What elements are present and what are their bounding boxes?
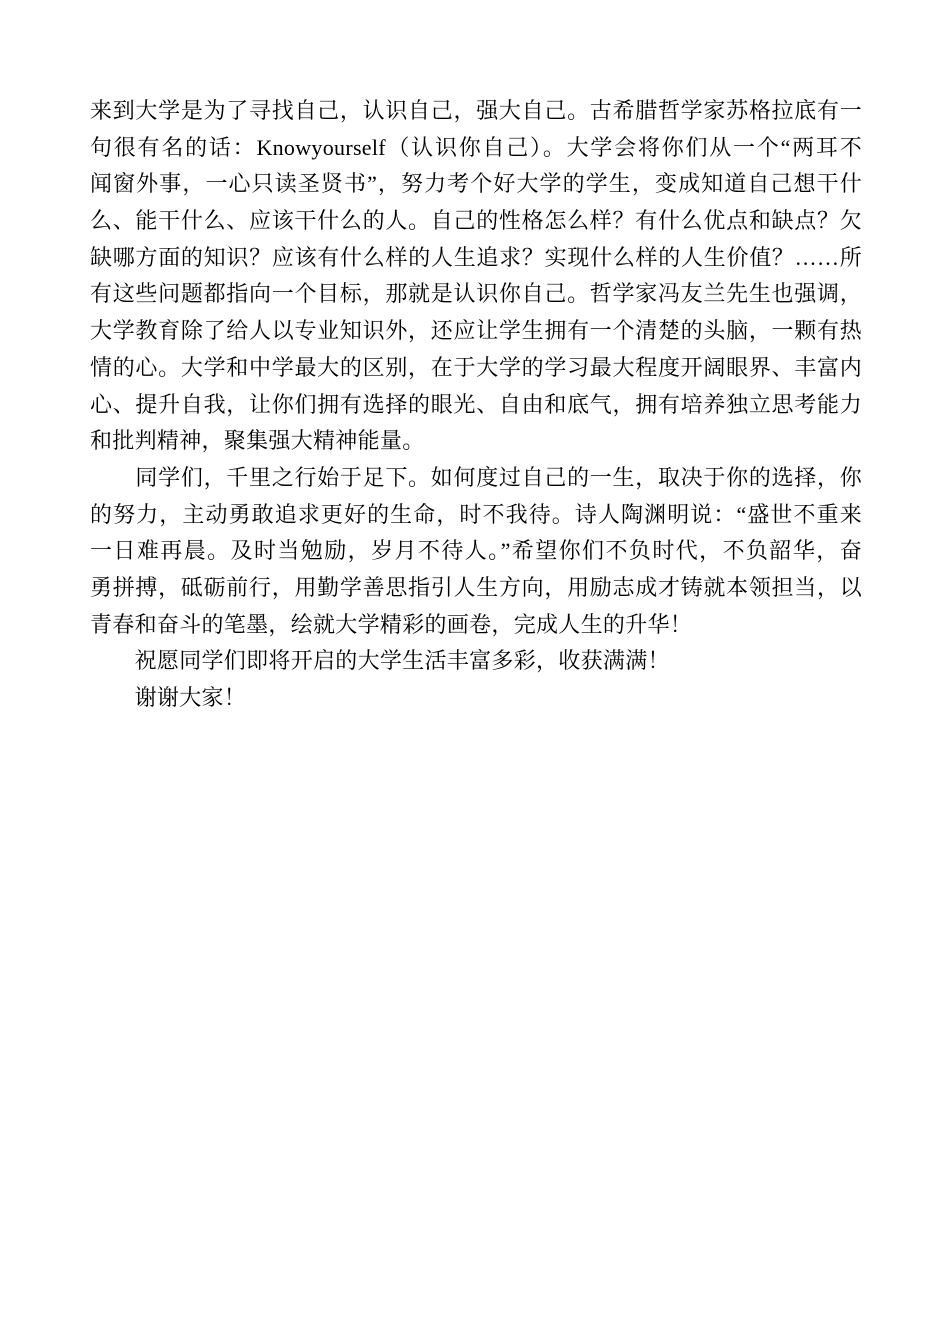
text-line: 来到大学是为了寻找自己，认识自己，强大自己。古希腊哲学家苏格拉底有一 [90, 98, 862, 123]
text-line: 的努力，主动勇敢追求更好的生命，时不我待。诗人陶渊明说：“盛世不重来 [90, 501, 862, 527]
text-line: 么、能干什么、应该干什么的人。自己的性格怎么样？有什么优点和缺点？欠 [90, 208, 862, 234]
text-line: 大学教育除了给人以专业知识外，还应让学生拥有一个清楚的头脑，一颗有热 [90, 318, 862, 344]
document-body-text [90, 93, 862, 717]
text-line: 句很有名的话：Knowyourself（认识你自己）。大学会将你们从一个“两耳不 [90, 134, 862, 160]
text-line: 和批判精神，聚集强大精神能量。 [90, 428, 425, 454]
text-line: 勇拼搏，砥砺前行，用勤学善思指引人生方向，用励志成才铸就本领担当，以 [90, 574, 862, 600]
text-line: 谢谢大家！ [90, 685, 247, 710]
text-line: 情的心。大学和中学最大的区别，在于大学的学习最大程度开阔眼界、丰富内 [90, 354, 862, 380]
text-line: 一日难再晨。及时当勉励，岁月不待人。”希望你们不负时代，不负韶华，奋 [90, 538, 862, 564]
text-line: 同学们，千里之行始于足下。如何度过自己的一生，取决于你的选择，你 [90, 464, 862, 490]
text-line: 青春和奋斗的笔墨，绘就大学精彩的画卷，完成人生的升华！ [90, 611, 693, 637]
text-line: 有这些问题都指向一个目标，那就是认识你自己。哲学家冯友兰先生也强调， [90, 281, 862, 307]
text-line: 心、提升自我，让你们拥有选择的眼光、自由和底气，拥有培养独立思考能力 [90, 391, 862, 417]
text-line: 闻窗外事，一心只读圣贤书”，努力考个好大学的学生，变成知道自己想干什 [90, 171, 862, 197]
text-line: 缺哪方面的知识？应该有什么样的人生追求？实现什么样的人生价值？……所 [90, 244, 862, 270]
text-line: 祝愿同学们即将开启的大学生活丰富多彩，收获满满！ [90, 648, 670, 674]
